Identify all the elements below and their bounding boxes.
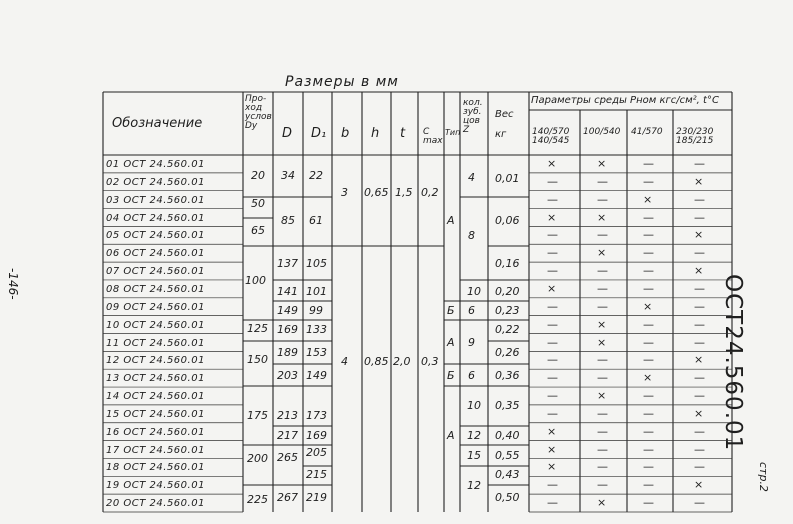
mark-dash: — <box>597 478 608 492</box>
D-value: 141 <box>277 285 298 298</box>
t-value: 1,5 <box>395 186 413 199</box>
D-value: 137 <box>277 257 298 270</box>
dy-value: 65 <box>251 224 265 237</box>
mark-cross: × <box>547 210 557 224</box>
mark-dash: — <box>694 424 705 438</box>
D1-value: 215 <box>306 468 327 481</box>
header-designation: Обозначение <box>112 116 203 131</box>
type-value: А <box>447 336 455 349</box>
D1-value: 99 <box>309 304 323 317</box>
designation-cell: 02 ОСТ 24.560.01 <box>106 176 205 188</box>
D-value: 203 <box>277 369 298 382</box>
mark-cross: × <box>597 389 607 403</box>
h-value: 0,65 <box>364 186 389 199</box>
teeth-value: 6 <box>468 369 475 382</box>
header-passage: Про- ход услов Dу <box>245 94 272 131</box>
dy-value: 20 <box>251 169 265 182</box>
D-value: 34 <box>281 169 295 182</box>
mark-dash: — <box>597 353 608 367</box>
designation-cell: 15 ОСТ 24.560.01 <box>106 408 205 420</box>
designation-cell: 06 ОСТ 24.560.01 <box>106 248 205 260</box>
header-param-4: 230/230 185/215 <box>676 127 714 146</box>
mark-dash: — <box>597 192 608 206</box>
h-value: 0,85 <box>364 355 389 368</box>
mark-dash: — <box>597 406 608 420</box>
mark-dash: — <box>643 460 654 474</box>
weight-value: 0,43 <box>495 468 520 481</box>
designation-cell: 16 ОСТ 24.560.01 <box>106 426 205 438</box>
teeth-value: 9 <box>468 336 475 349</box>
D-value: 213 <box>277 409 298 422</box>
header-b: b <box>341 126 350 141</box>
mark-dash: — <box>694 246 705 260</box>
teeth-value: 12 <box>467 429 481 442</box>
D-value: 217 <box>277 429 298 442</box>
mark-dash: — <box>547 389 558 403</box>
mark-dash: — <box>643 406 654 420</box>
designation-cell: 17 ОСТ 24.560.01 <box>106 444 205 456</box>
D-value: 265 <box>277 451 298 464</box>
header-h: h <box>371 126 380 141</box>
mark-dash: — <box>694 496 705 510</box>
mark-dash: — <box>547 264 558 278</box>
teeth-value: 15 <box>467 449 481 462</box>
mark-dash: — <box>694 460 705 474</box>
D1-value: 61 <box>309 214 323 227</box>
designation-cell: 20 ОСТ 24.560.01 <box>106 498 205 510</box>
teeth-value: 12 <box>467 479 481 492</box>
mark-dash: — <box>547 228 558 242</box>
D1-value: 219 <box>306 491 327 504</box>
table-caption: Размеры в мм <box>285 74 399 90</box>
mark-dash: — <box>597 299 608 313</box>
D-value: 189 <box>277 346 298 359</box>
designation-cell: 04 ОСТ 24.560.01 <box>106 212 205 224</box>
teeth-value: 4 <box>468 171 475 184</box>
designation-cell: 13 ОСТ 24.560.01 <box>106 373 205 385</box>
type-value: Б <box>447 369 455 382</box>
mark-dash: — <box>597 442 608 456</box>
mark-cross: × <box>597 246 607 260</box>
weight-value: 0,22 <box>495 323 520 336</box>
mark-cross: × <box>694 478 704 492</box>
D-value: 169 <box>277 323 298 336</box>
mark-dash: — <box>547 406 558 420</box>
mark-dash: — <box>597 371 608 385</box>
mark-dash: — <box>547 246 558 260</box>
teeth-value: 10 <box>467 399 481 412</box>
mark-cross: × <box>694 353 704 367</box>
mark-dash: — <box>547 496 558 510</box>
mark-dash: — <box>694 335 705 349</box>
teeth-value: 10 <box>467 285 481 298</box>
weight-value: 0,01 <box>495 172 520 185</box>
teeth-value: 8 <box>468 229 475 242</box>
header-t: t <box>400 126 406 141</box>
header-param-1: 140/570 140/545 <box>532 127 570 146</box>
weight-value: 0,40 <box>495 429 520 442</box>
designation-cell: 09 ОСТ 24.560.01 <box>106 301 205 313</box>
weight-value: 0,06 <box>495 214 520 227</box>
designation-cell: 14 ОСТ 24.560.01 <box>106 391 205 403</box>
standard-code-stamp: ОСТ24.560.01 <box>720 274 746 452</box>
mark-dash: — <box>547 317 558 331</box>
designation-cell: 01 ОСТ 24.560.01 <box>106 159 205 170</box>
dy-value: 225 <box>247 493 268 506</box>
mark-cross: × <box>597 496 607 510</box>
mark-dash: — <box>643 264 654 278</box>
mark-dash: — <box>643 281 654 295</box>
sheet-note: стр.2 <box>757 462 770 492</box>
weight-value: 0,35 <box>495 399 520 412</box>
mark-dash: — <box>643 478 654 492</box>
D-value: 149 <box>277 304 298 317</box>
dy-value: 200 <box>247 452 268 465</box>
designation-cell: 12 ОСТ 24.560.01 <box>106 355 205 367</box>
designation-cell: 10 ОСТ 24.560.01 <box>106 319 205 331</box>
mark-cross: × <box>597 210 607 224</box>
header-type: Тип <box>445 128 461 137</box>
mark-cross: × <box>597 317 607 331</box>
mark-dash: — <box>643 228 654 242</box>
mark-cross: × <box>694 174 704 188</box>
designation-cell: 08 ОСТ 24.560.01 <box>106 283 205 295</box>
mark-dash: — <box>694 371 705 385</box>
mark-cross: × <box>643 371 653 385</box>
mark-dash: — <box>597 228 608 242</box>
page-number: -146- <box>6 268 20 300</box>
mark-dash: — <box>597 460 608 474</box>
mark-dash: — <box>547 371 558 385</box>
mark-dash: — <box>643 210 654 224</box>
mark-dash: — <box>547 174 558 188</box>
mark-dash: — <box>694 210 705 224</box>
mark-cross: × <box>643 192 653 206</box>
weight-value: 0,36 <box>495 369 520 382</box>
mark-dash: — <box>547 478 558 492</box>
type-value: Б <box>447 304 455 317</box>
header-teeth: кол. зуб. цов Z <box>463 98 483 135</box>
designation-cell: 03 ОСТ 24.560.01 <box>106 194 205 206</box>
header-D: D <box>282 126 293 141</box>
mark-dash: — <box>547 335 558 349</box>
table-row <box>104 494 243 515</box>
mark-cross: × <box>597 335 607 349</box>
mark-cross: × <box>694 264 704 278</box>
t-value: 2,0 <box>393 355 411 368</box>
mark-dash: — <box>547 192 558 206</box>
mark-cross: × <box>547 281 557 295</box>
mark-dash: — <box>694 192 705 206</box>
weight-value: 0,23 <box>495 304 520 317</box>
D1-value: 133 <box>306 323 327 336</box>
mark-dash: — <box>694 157 705 170</box>
D1-value: 149 <box>306 369 327 382</box>
dy-value: 175 <box>247 409 268 422</box>
mark-cross: × <box>547 157 557 170</box>
mark-cross: × <box>547 460 557 474</box>
header-weight: Вес кг <box>495 109 514 140</box>
mark-dash: — <box>643 157 654 170</box>
header-c: C max <box>423 127 443 146</box>
c-value: 0,3 <box>421 355 439 368</box>
mark-dash: — <box>597 281 608 295</box>
designation-cell: 18 ОСТ 24.560.01 <box>106 462 205 474</box>
D-value: 85 <box>281 214 295 227</box>
header-param-3: 41/570 <box>631 127 663 137</box>
weight-value: 0,16 <box>495 257 520 270</box>
mark-dash: — <box>643 174 654 188</box>
mark-dash: — <box>643 246 654 260</box>
designation-cell: 05 ОСТ 24.560.01 <box>106 230 205 242</box>
D1-value: 169 <box>306 429 327 442</box>
mark-dash: — <box>643 317 654 331</box>
mark-cross: × <box>547 424 557 438</box>
mark-dash: — <box>694 389 705 403</box>
mark-dash: — <box>643 353 654 367</box>
mark-dash: — <box>694 317 705 331</box>
dy-value: 150 <box>247 353 268 366</box>
mark-dash: — <box>547 299 558 313</box>
mark-dash: — <box>694 299 705 313</box>
D1-value: 205 <box>306 446 327 459</box>
mark-cross: × <box>597 157 607 170</box>
type-value: А <box>447 429 455 442</box>
teeth-value: 6 <box>468 304 475 317</box>
mark-dash: — <box>597 174 608 188</box>
dy-value: 50 <box>251 197 265 210</box>
header-param-2: 100/540 <box>583 127 621 137</box>
D1-value: 173 <box>306 409 327 422</box>
header-D1: D₁ <box>311 126 327 141</box>
dy-value: 125 <box>247 322 268 335</box>
dy-value: 100 <box>245 274 266 287</box>
D-value: 267 <box>277 491 298 504</box>
mark-dash: — <box>643 335 654 349</box>
designation-cell: 19 ОСТ 24.560.01 <box>106 480 205 492</box>
weight-value: 0,50 <box>495 491 520 504</box>
mark-dash: — <box>643 442 654 456</box>
mark-dash: — <box>643 496 654 510</box>
mark-dash: — <box>597 264 608 278</box>
weight-value: 0,55 <box>495 449 520 462</box>
weight-value: 0,26 <box>495 346 520 359</box>
mark-cross: × <box>643 299 653 313</box>
mark-dash: — <box>694 442 705 456</box>
mark-dash: — <box>547 353 558 367</box>
D1-value: 101 <box>306 285 327 298</box>
weight-value: 0,20 <box>495 285 520 298</box>
mark-cross: × <box>694 228 704 242</box>
mark-dash: — <box>694 281 705 295</box>
b-value: 4 <box>341 355 348 368</box>
c-value: 0,2 <box>421 186 439 199</box>
mark-cross: × <box>547 442 557 456</box>
D1-value: 22 <box>309 169 323 182</box>
D1-value: 105 <box>306 257 327 270</box>
designation-cell: 11 ОСТ 24.560.01 <box>106 337 205 349</box>
mark-dash: — <box>643 424 654 438</box>
D1-value: 153 <box>306 346 327 359</box>
type-value: А <box>447 214 455 227</box>
mark-dash: — <box>643 389 654 403</box>
b-value: 3 <box>341 186 348 199</box>
designation-cell: 07 ОСТ 24.560.01 <box>106 266 205 278</box>
mark-cross: × <box>694 406 704 420</box>
mark-dash: — <box>597 424 608 438</box>
header-params-title: Параметры среды Рном кгс/см², t°C <box>531 95 719 106</box>
